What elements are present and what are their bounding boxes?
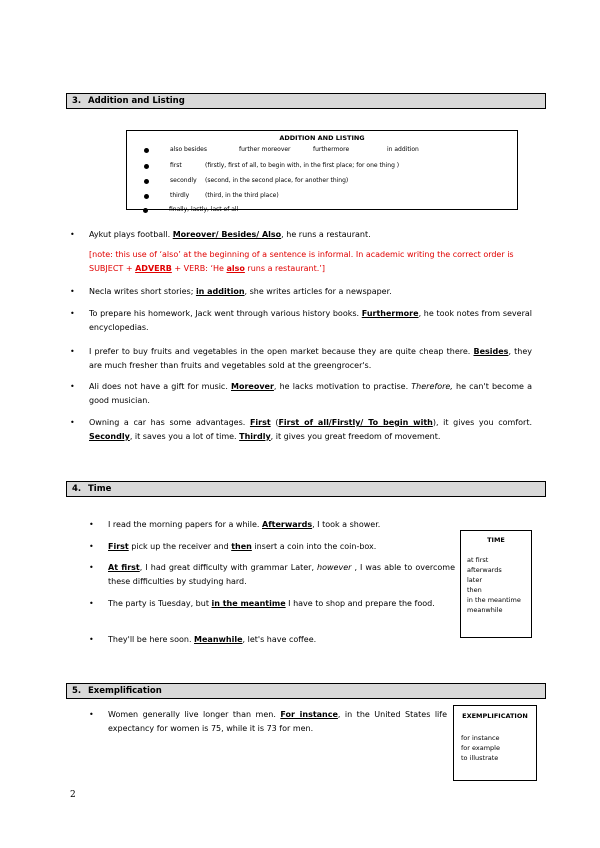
bullet: •	[89, 520, 94, 529]
bullet: •	[70, 309, 75, 318]
list-item: • To prepare his homework, Jack went through various history books. Furthermore, he took notes from several encyclopedias.	[70, 309, 532, 332]
page-number: 2	[70, 790, 76, 800]
box-row-detail: (second, in the second place, for another thing)	[205, 177, 349, 184]
section-number: 4.	[72, 484, 82, 494]
box-row-word: also besides	[170, 146, 207, 153]
box-bullet	[144, 164, 149, 169]
linker-furthermore: Furthermore	[361, 309, 419, 318]
exemplification-box: EXEMPLIFICATION for instance for example to illustrate	[453, 705, 537, 781]
list-item: • I read the morning papers for a while. Afterwards, I took a shower.	[89, 518, 455, 532]
list-item: • Owning a car has some advantages. First (First of all/Firstly/ To begin with), it gives you comfort. Secondly, it saves you a lot of time. Thirdly, it gives you great freedom of movement.	[70, 418, 532, 441]
bullet: •	[70, 347, 75, 356]
box-row-word: thirdly	[170, 192, 190, 199]
list-item: • Women generally live longer than men. For instance, in the United States life expectancy for women is 75, while it is 73 for men.	[89, 710, 448, 733]
list-item: • At first, I had great difficulty with grammar Later, however , I was able to overcome these difficulties by studying hard.	[89, 563, 455, 586]
time-box: TIME at first afterwards later then in the meantime meanwhile	[460, 530, 532, 638]
box-row-word: further moreover	[239, 146, 291, 153]
note: [note: this use of ‘also’ at the beginning of a sentence is informal. In academic writing the correct order is SUBJECT + ADVERB + VERB: ‘He also runs a restaurant.’]	[89, 250, 514, 273]
list-item: • Ali does not have a gift for music. Moreover, he lacks motivation to practise. Therefore, he can't become a good musician.	[70, 382, 533, 405]
box-bullet	[144, 194, 149, 199]
bullet: •	[70, 230, 75, 239]
section-title: Addition and Listing	[88, 96, 185, 106]
box-row-word: in addition	[387, 146, 419, 153]
list-item: • The party is Tuesday, but in the meantime I have to shop and prepare the food.	[89, 597, 455, 625]
bullet: •	[89, 599, 94, 608]
bullet: •	[89, 710, 94, 719]
section-title: Time	[88, 484, 112, 494]
section-number: 5.	[72, 686, 82, 696]
box-title: ADDITION AND LISTING	[279, 134, 365, 142]
box-title: EXEMPLIFICATION	[462, 712, 528, 720]
box-bullet	[144, 179, 149, 184]
box-row-word: finally, lastly, last of all	[169, 206, 239, 213]
linker-in-addition: in addition	[195, 287, 245, 296]
bullet: •	[70, 287, 75, 296]
section-number: 3.	[72, 96, 82, 106]
box-row-detail: (firstly, first of all, to begin with, in the first place; for one thing )	[205, 162, 400, 169]
box-row-word: first	[170, 162, 182, 169]
list-item: • They'll be here soon. Meanwhile, let's have coffee.	[89, 633, 455, 647]
bullet: •	[70, 382, 75, 391]
section-4-header	[66, 481, 546, 497]
box-bullet	[143, 208, 148, 213]
bullet: •	[70, 418, 75, 427]
addition-listing-box	[126, 130, 518, 210]
bullet: •	[89, 563, 94, 572]
box-bullet	[144, 148, 149, 153]
list-item: • Aykut plays football. Moreover/ Besides/ Also, he runs a restaurant.	[70, 228, 532, 242]
list-item: • I prefer to buy fruits and vegetables in the open market because they are quite cheap there. Besides, they are much fresher than fruits and vegetables sold at the greengrocer's.	[70, 347, 533, 370]
linker-moreover: Moreover	[231, 382, 274, 391]
section-3-header	[66, 93, 546, 109]
box-row-detail: (third, in the third place)	[205, 192, 279, 199]
section-title: Exemplification	[88, 686, 162, 696]
section-5-header	[66, 683, 546, 699]
linker-moreover-besides-also: Moreover/ Besides/ Also	[172, 230, 282, 239]
linker-besides: Besides	[473, 347, 509, 356]
box-title: TIME	[487, 536, 505, 544]
bullet: •	[89, 542, 94, 551]
box-row-word: furthermore	[313, 146, 350, 153]
list-item: • Necla writes short stories; in addition, she writes articles for a newspaper.	[70, 285, 532, 299]
box-row-word: secondly	[170, 177, 197, 184]
bullet: •	[89, 635, 94, 644]
list-item: • First pick up the receiver and then insert a coin into the coin-box.	[89, 540, 455, 554]
